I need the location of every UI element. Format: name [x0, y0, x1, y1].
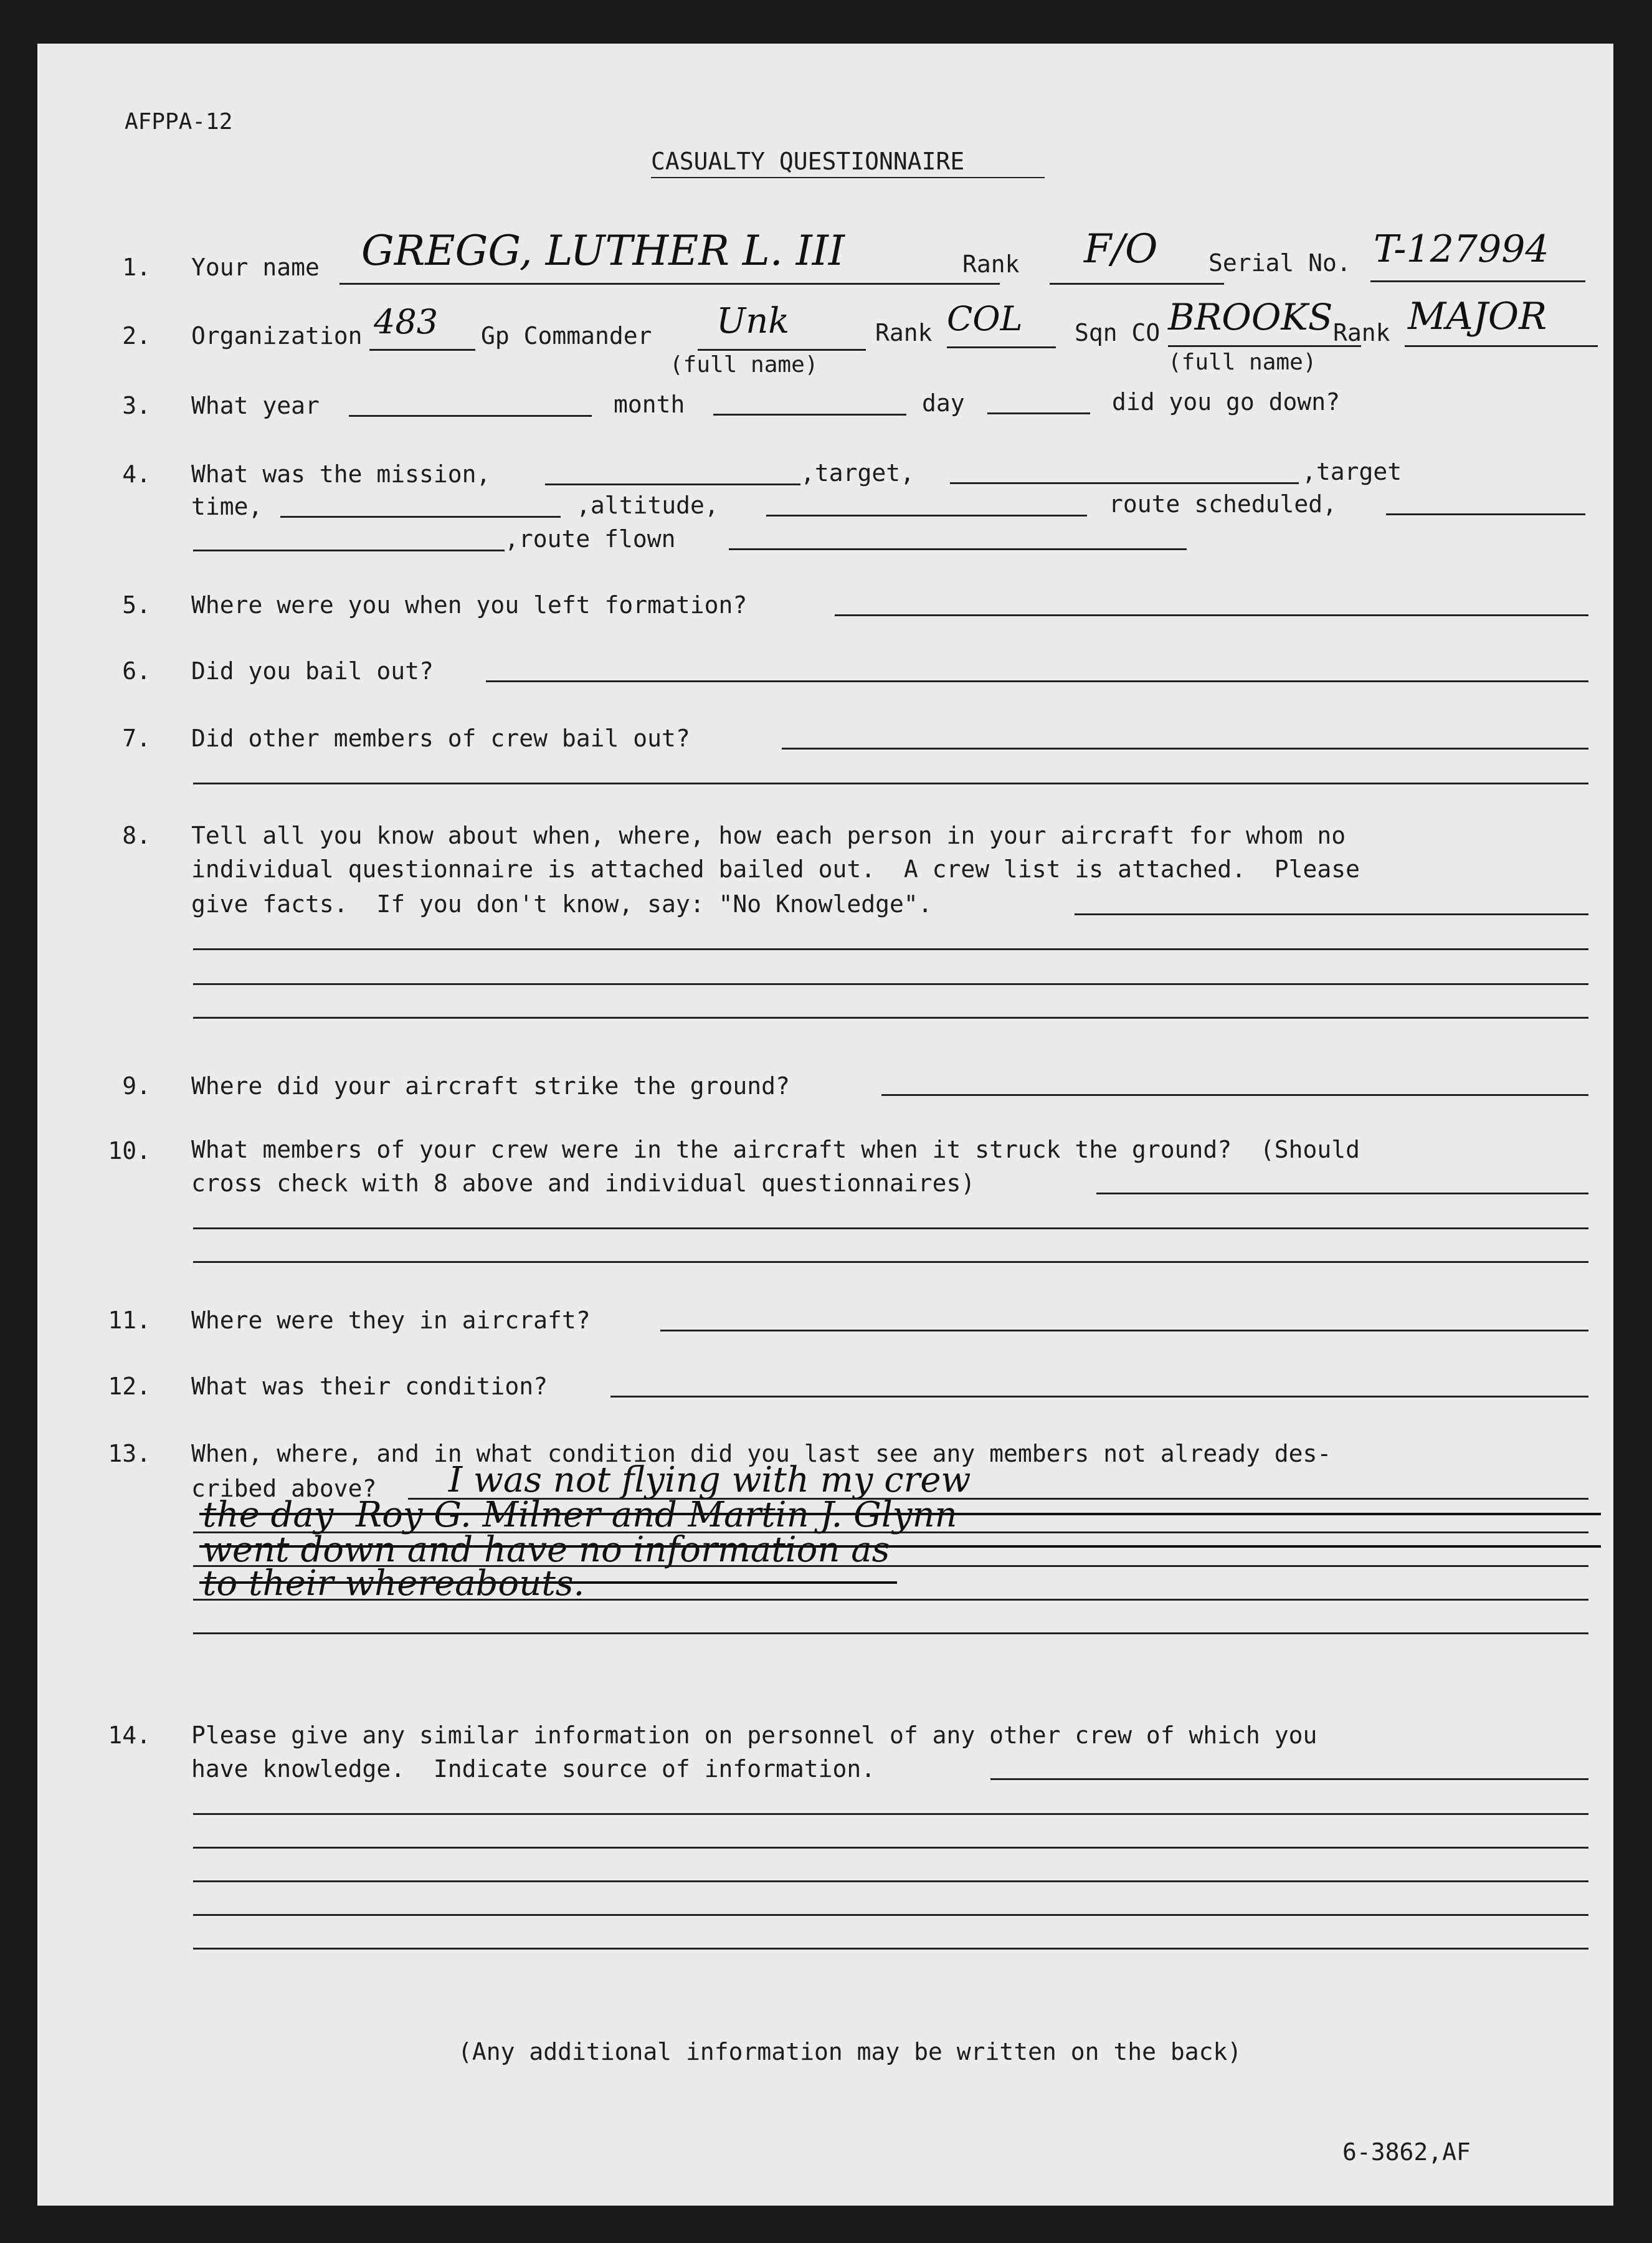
- q2-org-label: Organization: [191, 322, 363, 350]
- q14-answer-line-6[interactable]: [193, 1948, 1588, 1950]
- q9-answer-line[interactable]: [881, 1094, 1588, 1096]
- q1-rank-line: [1050, 283, 1224, 285]
- q10-answer-line-2[interactable]: [193, 1227, 1588, 1229]
- q2-gp-value[interactable]: Unk: [716, 301, 790, 341]
- q4-target-time-line[interactable]: [280, 516, 561, 518]
- form-title: CASUALTY QUESTIONNAIRE: [651, 148, 965, 175]
- q8-answer-line-2[interactable]: [193, 948, 1588, 950]
- q3-number: 3.: [122, 392, 151, 419]
- q10-answer-line-3[interactable]: [193, 1261, 1588, 1263]
- q13-strike-1: [199, 1513, 1601, 1515]
- q4-target-label: ,target,: [800, 459, 915, 487]
- q9-number: 9.: [122, 1072, 151, 1100]
- q14-line-2: have knowledge. Indicate source of information.: [191, 1755, 876, 1783]
- q1-rank-label: Rank: [962, 250, 1020, 278]
- q10-line-2: cross check with 8 above and individual questionnaires): [191, 1169, 976, 1197]
- q5-number: 5.: [122, 591, 151, 619]
- q4-target-time-label-b: time,: [191, 493, 263, 520]
- q14-answer-line-5[interactable]: [193, 1914, 1588, 1916]
- q5-answer-line[interactable]: [835, 614, 1588, 616]
- q8-answer-line-4[interactable]: [193, 1017, 1588, 1019]
- q13-handwritten-4: to their whereabouts.: [202, 1563, 585, 1604]
- q1-serial-line: [1370, 280, 1585, 282]
- q14-number: 14.: [108, 1722, 151, 1749]
- q2-sqn-label: Sqn CO: [1075, 319, 1161, 346]
- q4-route-sched-line-2[interactable]: [193, 550, 505, 551]
- q4-mission-label: What was the mission,: [191, 460, 491, 488]
- q13-number: 13.: [108, 1440, 151, 1467]
- q3-end-label: did you go down?: [1112, 388, 1341, 416]
- q8-line-3: give facts. If you don't know, say: "No Knowledge".: [191, 890, 933, 918]
- q2-rank1-label: Rank: [875, 319, 933, 346]
- q1-name-value[interactable]: GREGG, LUTHER L. III: [361, 227, 845, 275]
- q10-answer-line-1[interactable]: [1096, 1193, 1588, 1194]
- q1-name-label: Your name: [191, 254, 320, 281]
- q13-line-2: cribed above?: [191, 1475, 377, 1502]
- q14-answer-line-2[interactable]: [193, 1813, 1588, 1815]
- q1-number: 1.: [122, 254, 151, 281]
- form-id: AFPPA-12: [125, 109, 233, 135]
- questionnaire-page: [37, 44, 1613, 2206]
- q8-number: 8.: [122, 822, 151, 849]
- q3-year-line[interactable]: [349, 415, 592, 417]
- q6-answer-line[interactable]: [486, 680, 1588, 682]
- q2-rank1-value[interactable]: COL: [947, 299, 1023, 338]
- q4-route-sched-line[interactable]: [1386, 513, 1585, 515]
- q14-answer-line-3[interactable]: [193, 1847, 1588, 1849]
- q6-label: Did you bail out?: [191, 657, 434, 685]
- q2-fullname-hint-1: (full name): [670, 352, 819, 378]
- q7-number: 7.: [122, 725, 151, 752]
- q2-sqn-line: [1168, 345, 1361, 347]
- q2-sqn-value[interactable]: BROOKS: [1168, 296, 1333, 338]
- q2-gp-label: Gp Commander: [481, 322, 652, 350]
- q13-strike-2: [199, 1545, 1601, 1548]
- q2-rank2-label: Rank: [1333, 319, 1390, 346]
- q3-month-line[interactable]: [713, 414, 906, 416]
- q4-route-sched-label: route scheduled,: [1109, 490, 1337, 518]
- q11-label: Where were they in aircraft?: [191, 1307, 591, 1334]
- q11-answer-line[interactable]: [660, 1330, 1588, 1331]
- q14-answer-line-4[interactable]: [193, 1880, 1588, 1882]
- q10-number: 10.: [108, 1137, 151, 1164]
- q4-number: 4.: [122, 460, 151, 488]
- q1-serial-label: Serial No.: [1208, 249, 1351, 277]
- q4-altitude-label: ,altitude,: [576, 492, 719, 519]
- q11-number: 11.: [108, 1307, 151, 1334]
- title-underline: [651, 177, 1045, 178]
- q12-number: 12.: [108, 1373, 151, 1400]
- q8-answer-line-1[interactable]: [1075, 913, 1588, 915]
- q3-month-label: month: [614, 391, 685, 418]
- q14-line-1: Please give any similar information on personnel of any other crew of which you: [191, 1722, 1317, 1749]
- q4-target-time-label-a: ,target: [1302, 458, 1402, 485]
- q2-rank2-value[interactable]: MAJOR: [1408, 295, 1547, 338]
- q3-day-label: day: [922, 389, 965, 417]
- q4-route-flown-line[interactable]: [729, 548, 1187, 550]
- q13-line-1: When, where, and in what condition did you last see any members not already des-: [191, 1440, 1332, 1467]
- q2-rank2-line: [1405, 345, 1598, 347]
- q2-fullname-hint-2: (full name): [1168, 350, 1317, 375]
- q2-rank1-line: [947, 346, 1056, 348]
- q10-line-1: What members of your crew were in the aircraft when it struck the ground? (Should: [191, 1136, 1360, 1163]
- q1-rank-value[interactable]: F/O: [1084, 226, 1158, 272]
- q12-label: What was their condition?: [191, 1373, 548, 1400]
- q2-number: 2.: [122, 322, 151, 350]
- q8-answer-line-3[interactable]: [193, 983, 1588, 985]
- q13-strike-3: [199, 1581, 897, 1584]
- q7-answer-line-1[interactable]: [782, 748, 1588, 750]
- q13-answer-line-5[interactable]: [193, 1632, 1588, 1634]
- q13-handwritten-2: the day Roy G. Milner and Martin J. Glynn: [202, 1495, 957, 1535]
- q13-handwritten-3: went down and have no information as: [202, 1530, 890, 1570]
- q8-line-2: individual questionnaire is attached bailed out. A crew list is attached. Please: [191, 855, 1360, 883]
- q13-handwritten-1: I was not flying with my crew: [449, 1460, 971, 1500]
- q14-answer-line-1[interactable]: [990, 1778, 1588, 1780]
- q6-number: 6.: [122, 657, 151, 685]
- q4-route-flown-label: ,route flown: [505, 525, 676, 553]
- q7-label: Did other members of crew bail out?: [191, 725, 690, 752]
- form-number: 6-3862,AF: [1342, 2138, 1471, 2166]
- q8-line-1: Tell all you know about when, where, how each person in your aircraft for whom no: [191, 822, 1346, 849]
- q1-name-line: [339, 283, 1000, 285]
- q3-day-line[interactable]: [987, 412, 1090, 414]
- q7-answer-line-2[interactable]: [193, 783, 1588, 784]
- q12-answer-line[interactable]: [610, 1396, 1588, 1398]
- q2-gp-line: [698, 349, 866, 351]
- q5-label: Where were you when you left formation?: [191, 591, 748, 619]
- q4-mission-line[interactable]: [545, 483, 800, 485]
- q4-target-line[interactable]: [950, 482, 1299, 484]
- q2-org-value[interactable]: 483: [374, 302, 439, 341]
- q1-serial-value[interactable]: T-127994: [1374, 227, 1549, 271]
- footer-note: (Any additional information may be written on the back): [458, 2038, 1242, 2065]
- q3-year-label: What year: [191, 392, 320, 419]
- q4-altitude-line[interactable]: [766, 515, 1087, 517]
- q2-org-line: [369, 349, 475, 351]
- q9-label: Where did your aircraft strike the ground?: [191, 1072, 790, 1100]
